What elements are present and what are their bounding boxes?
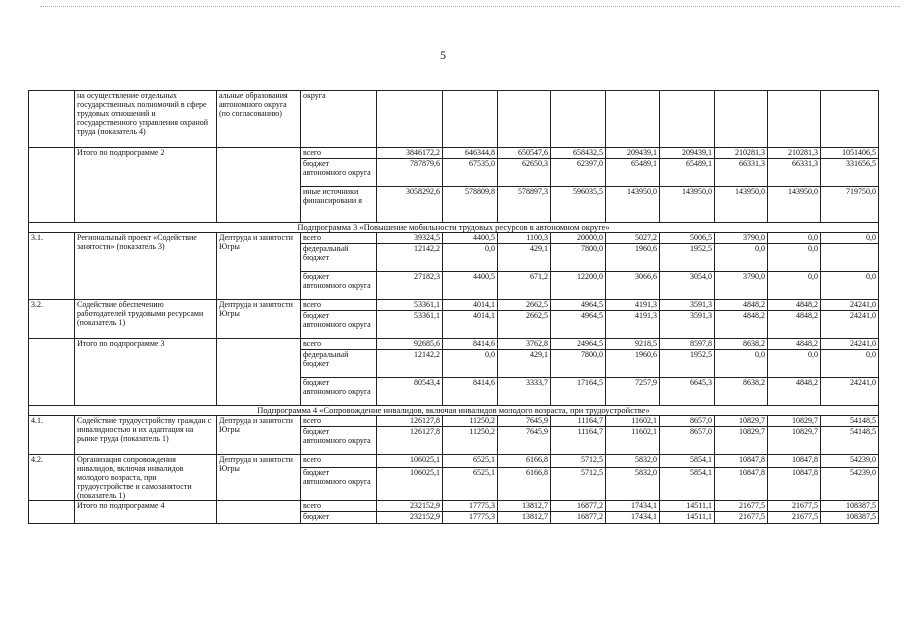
amount-cell: 143950,0: [715, 187, 768, 223]
amount-cell: 6166,8: [498, 467, 551, 500]
amount-cell: 3066,6: [606, 272, 660, 300]
amount-cell: 17775,3: [443, 501, 498, 512]
amount-cell: 232152,9: [377, 512, 443, 524]
amount-cell: 0,0: [768, 244, 821, 272]
amount-cell: 11250,2: [443, 416, 498, 427]
amount-cell: 650547,6: [498, 148, 551, 159]
amount-cell: 3790,0: [715, 233, 768, 244]
funding-source: всего: [301, 416, 377, 427]
amount-cell: 0,0: [821, 233, 879, 244]
row-number-cell: [29, 91, 75, 148]
amount-cell: 596035,5: [551, 187, 606, 223]
amount-cell: 65489,1: [606, 159, 660, 187]
amount-cell: 9218,5: [606, 339, 660, 350]
amount-cell: 17775,3: [443, 512, 498, 524]
amount-cell: 11250,2: [443, 427, 498, 455]
subprogram-header-row: [29, 406, 879, 416]
amount-cell: 5832,0: [606, 455, 660, 468]
funding-source: всего: [301, 501, 377, 512]
row-number: [29, 339, 75, 406]
amount-cell: [551, 91, 606, 148]
budget-table: [28, 90, 879, 524]
amount-cell: 7800,0: [551, 244, 606, 272]
amount-cell: 4191,3: [606, 300, 660, 311]
table-row: [29, 233, 879, 244]
funding-source: бюджет: [301, 512, 377, 524]
executor: Дептруда и занятости Югры: [217, 300, 301, 339]
table-row: [29, 300, 879, 311]
amount-cell: 6645,3: [660, 378, 715, 406]
funding-source: федеральный бюджет: [301, 350, 377, 378]
amount-cell: 1960,6: [606, 350, 660, 378]
program-name: Организация сопровождения инвалидов, включая инвалидов молодого возраста, при трудоустройстве и самозанятости (показатель 1): [75, 455, 217, 501]
amount-cell: 0,0: [768, 350, 821, 378]
amount-cell: 3591,3: [660, 311, 715, 339]
program-name: Содействие обеспечению работодателей трудовыми ресурсами (показатель 1): [75, 300, 217, 339]
amount-cell: 17164,5: [551, 378, 606, 406]
amount-cell: 54148,5: [821, 416, 879, 427]
amount-cell: 16877,2: [551, 512, 606, 524]
amount-cell: 209439,1: [660, 148, 715, 159]
executor: [217, 148, 301, 223]
amount-cell: 54239,0: [821, 467, 879, 500]
amount-cell: 24241,0: [821, 311, 879, 339]
amount-cell: 4848,2: [768, 378, 821, 406]
subprogram-title: Подпрограмма 3 «Повышение мобильности трудовых ресурсов в автономном округе»: [29, 223, 879, 233]
funding-source: бюджет автономного округа: [301, 311, 377, 339]
amount-cell: [606, 91, 660, 148]
amount-cell: 3762,8: [498, 339, 551, 350]
amount-cell: 21677,5: [768, 512, 821, 524]
amount-cell: 11602,1: [606, 427, 660, 455]
amount-cell: 13812,7: [498, 501, 551, 512]
amount-cell: 13812,7: [498, 512, 551, 524]
amount-cell: 108387,5: [821, 501, 879, 512]
amount-cell: 12200,0: [551, 272, 606, 300]
funding-source: бюджет автономного округа: [301, 427, 377, 455]
amount-cell: 126127,8: [377, 427, 443, 455]
amount-cell: 1051406,5: [821, 148, 879, 159]
amount-cell: 62397,0: [551, 159, 606, 187]
amount-cell: 210281,3: [715, 148, 768, 159]
row-number: [29, 501, 75, 524]
amount-cell: 80543,4: [377, 378, 443, 406]
amount-cell: 8638,2: [715, 339, 768, 350]
amount-cell: 11164,7: [551, 416, 606, 427]
program-name: Региональный проект «Содействие занятости» (показатель 3): [75, 233, 217, 300]
amount-cell: 0,0: [715, 350, 768, 378]
table-row: [29, 148, 879, 159]
amount-cell: [443, 91, 498, 148]
row-number: [29, 148, 75, 223]
amount-cell: 67535,0: [443, 159, 498, 187]
amount-cell: 10829,7: [768, 427, 821, 455]
amount-cell: 3058292,6: [377, 187, 443, 223]
amount-cell: 24964,5: [551, 339, 606, 350]
amount-cell: 11602,1: [606, 416, 660, 427]
amount-cell: 3591,3: [660, 300, 715, 311]
amount-cell: 21677,5: [715, 501, 768, 512]
funding-source: бюджет автономного округа: [301, 378, 377, 406]
funding-source: округа: [301, 91, 377, 148]
amount-cell: 8414,6: [443, 339, 498, 350]
amount-cell: 65489,1: [660, 159, 715, 187]
amount-cell: 232152,9: [377, 501, 443, 512]
amount-cell: 108387,5: [821, 512, 879, 524]
amount-cell: 0,0: [768, 272, 821, 300]
amount-cell: 17434,1: [606, 512, 660, 524]
amount-cell: 7257,9: [606, 378, 660, 406]
amount-cell: [821, 91, 879, 148]
executor: альные образования автономного округа (по согласованию): [217, 91, 301, 148]
table-row: [29, 91, 879, 148]
executor: Дептруда и занятости Югры: [217, 416, 301, 455]
amount-cell: 429,1: [498, 244, 551, 272]
executor: [217, 339, 301, 406]
amount-cell: 3846172,2: [377, 148, 443, 159]
amount-cell: 0,0: [768, 233, 821, 244]
amount-cell: 106025,1: [377, 467, 443, 500]
amount-cell: 3333,7: [498, 378, 551, 406]
amount-cell: 8597,8: [660, 339, 715, 350]
amount-cell: [715, 91, 768, 148]
amount-cell: 126127,8: [377, 416, 443, 427]
amount-cell: 24241,0: [821, 339, 879, 350]
amount-cell: 646344,8: [443, 148, 498, 159]
amount-cell: 10829,7: [715, 427, 768, 455]
amount-cell: 0,0: [443, 244, 498, 272]
amount-cell: 8638,2: [715, 378, 768, 406]
amount-cell: 16877,2: [551, 501, 606, 512]
amount-cell: 66331,3: [715, 159, 768, 187]
amount-cell: 1952,5: [660, 244, 715, 272]
amount-cell: 3790,0: [715, 272, 768, 300]
amount-cell: 10829,7: [768, 416, 821, 427]
amount-cell: 4014,1: [443, 300, 498, 311]
amount-cell: 10847,8: [715, 467, 768, 500]
funding-source: всего: [301, 455, 377, 468]
amount-cell: 7645,9: [498, 416, 551, 427]
amount-cell: 143950,0: [768, 187, 821, 223]
amount-cell: 719750,0: [821, 187, 879, 223]
amount-cell: 24241,0: [821, 300, 879, 311]
amount-cell: 4848,2: [768, 300, 821, 311]
scan-top-edge: [40, 6, 900, 7]
amount-cell: 10847,8: [768, 455, 821, 468]
row-number: 4.1.: [29, 416, 75, 455]
amount-cell: 54239,0: [821, 455, 879, 468]
funding-source: федеральный бюджет: [301, 244, 377, 272]
amount-cell: 5027,2: [606, 233, 660, 244]
amount-cell: 787879,6: [377, 159, 443, 187]
funding-source: бюджет автономного округа: [301, 159, 377, 187]
amount-cell: 5006,5: [660, 233, 715, 244]
amount-cell: 8414,6: [443, 378, 498, 406]
amount-cell: 62650,3: [498, 159, 551, 187]
funding-source: всего: [301, 233, 377, 244]
amount-cell: 210281,3: [768, 148, 821, 159]
table-row: [29, 339, 879, 350]
amount-cell: 4014,1: [443, 311, 498, 339]
amount-cell: 6525,1: [443, 455, 498, 468]
row-number: 3.1.: [29, 233, 75, 300]
amount-cell: 7800,0: [551, 350, 606, 378]
amount-cell: 671,2: [498, 272, 551, 300]
amount-cell: 4848,2: [715, 300, 768, 311]
amount-cell: 429,1: [498, 350, 551, 378]
amount-cell: 10847,8: [768, 467, 821, 500]
amount-cell: 4400,5: [443, 272, 498, 300]
amount-cell: 20000,0: [551, 233, 606, 244]
amount-cell: 1100,3: [498, 233, 551, 244]
amount-cell: 331656,5: [821, 159, 879, 187]
amount-cell: 5854,1: [660, 455, 715, 468]
amount-cell: 12142,2: [377, 244, 443, 272]
program-name: на осуществление отдельных государственных полномочий в сфере трудовых отношений и государственного управления охраной труда (показатель 4): [75, 91, 217, 148]
amount-cell: 3054,0: [660, 272, 715, 300]
subprogram-header-row: [29, 223, 879, 233]
amount-cell: 53361,1: [377, 311, 443, 339]
amount-cell: 21677,5: [768, 501, 821, 512]
amount-cell: 5854,1: [660, 467, 715, 500]
amount-cell: 17434,1: [606, 501, 660, 512]
table-row: [29, 455, 879, 468]
row-number: 3.2.: [29, 300, 75, 339]
amount-cell: 2662,5: [498, 311, 551, 339]
funding-source: бюджет автономного округа: [301, 467, 377, 500]
funding-source: всего: [301, 148, 377, 159]
amount-cell: 4964,5: [551, 300, 606, 311]
amount-cell: 0,0: [715, 244, 768, 272]
program-name: Содействие трудоустройству граждан с инвалидностью и их адаптация на рынке труда (показатель 1): [75, 416, 217, 455]
amount-cell: 1952,5: [660, 350, 715, 378]
executor: Дептруда и занятости Югры: [217, 455, 301, 501]
amount-cell: 4964,5: [551, 311, 606, 339]
amount-cell: 14511,1: [660, 512, 715, 524]
amount-cell: 6525,1: [443, 467, 498, 500]
amount-cell: 5832,0: [606, 467, 660, 500]
amount-cell: 578897,3: [498, 187, 551, 223]
amount-cell: 4191,3: [606, 311, 660, 339]
amount-cell: 54148,5: [821, 427, 879, 455]
amount-cell: 8657,0: [660, 416, 715, 427]
amount-cell: 53361,1: [377, 300, 443, 311]
program-name: Итого по подпрограмме 2: [75, 148, 217, 223]
amount-cell: 27182,3: [377, 272, 443, 300]
amount-cell: 24241,0: [821, 378, 879, 406]
table-row: [29, 501, 879, 512]
amount-cell: 4848,2: [768, 339, 821, 350]
amount-cell: 209439,1: [606, 148, 660, 159]
executor: Дептруда и занятости Югры: [217, 233, 301, 300]
amount-cell: 143950,0: [606, 187, 660, 223]
amount-cell: 4848,2: [768, 311, 821, 339]
amount-cell: 11164,7: [551, 427, 606, 455]
amount-cell: 106025,1: [377, 455, 443, 468]
row-number: 4.2.: [29, 455, 75, 501]
page-number: 5: [440, 48, 446, 62]
amount-cell: 14511,1: [660, 501, 715, 512]
amount-cell: 7645,9: [498, 427, 551, 455]
amount-cell: 0,0: [821, 272, 879, 300]
amount-cell: 21677,5: [715, 512, 768, 524]
amount-cell: [377, 91, 443, 148]
program-name: Итого по подпрограмме 4: [75, 501, 217, 524]
amount-cell: 66331,3: [768, 159, 821, 187]
funding-source: бюджет автономного округа: [301, 272, 377, 300]
amount-cell: [660, 91, 715, 148]
amount-cell: 4400,5: [443, 233, 498, 244]
amount-cell: [768, 91, 821, 148]
amount-cell: 4848,2: [715, 311, 768, 339]
amount-cell: 10847,8: [715, 455, 768, 468]
amount-cell: 658432,5: [551, 148, 606, 159]
program-name: Итого по подпрограмме 3: [75, 339, 217, 406]
amount-cell: 5712,5: [551, 467, 606, 500]
amount-cell: 92685,6: [377, 339, 443, 350]
amount-cell: 143950,0: [660, 187, 715, 223]
amount-cell: [498, 91, 551, 148]
funding-source: иные источники финансировани я: [301, 187, 377, 223]
amount-cell: 0,0: [443, 350, 498, 378]
amount-cell: 12142,2: [377, 350, 443, 378]
amount-cell: 8657,0: [660, 427, 715, 455]
amount-cell: 39324,5: [377, 233, 443, 244]
table-row: [29, 416, 879, 427]
amount-cell: 10829,7: [715, 416, 768, 427]
funding-source: всего: [301, 300, 377, 311]
amount-cell: 5712,5: [551, 455, 606, 468]
executor: [217, 501, 301, 524]
subprogram-title: Подпрограмма 4 «Сопровождение инвалидов, включая инвалидов молодого возраста, при трудоустройстве»: [29, 406, 879, 416]
amount-cell: 2662,5: [498, 300, 551, 311]
amount-cell: [821, 244, 879, 272]
funding-source: всего: [301, 339, 377, 350]
amount-cell: 0,0: [821, 350, 879, 378]
amount-cell: 578809,8: [443, 187, 498, 223]
amount-cell: 6166,8: [498, 455, 551, 468]
amount-cell: 1960,6: [606, 244, 660, 272]
